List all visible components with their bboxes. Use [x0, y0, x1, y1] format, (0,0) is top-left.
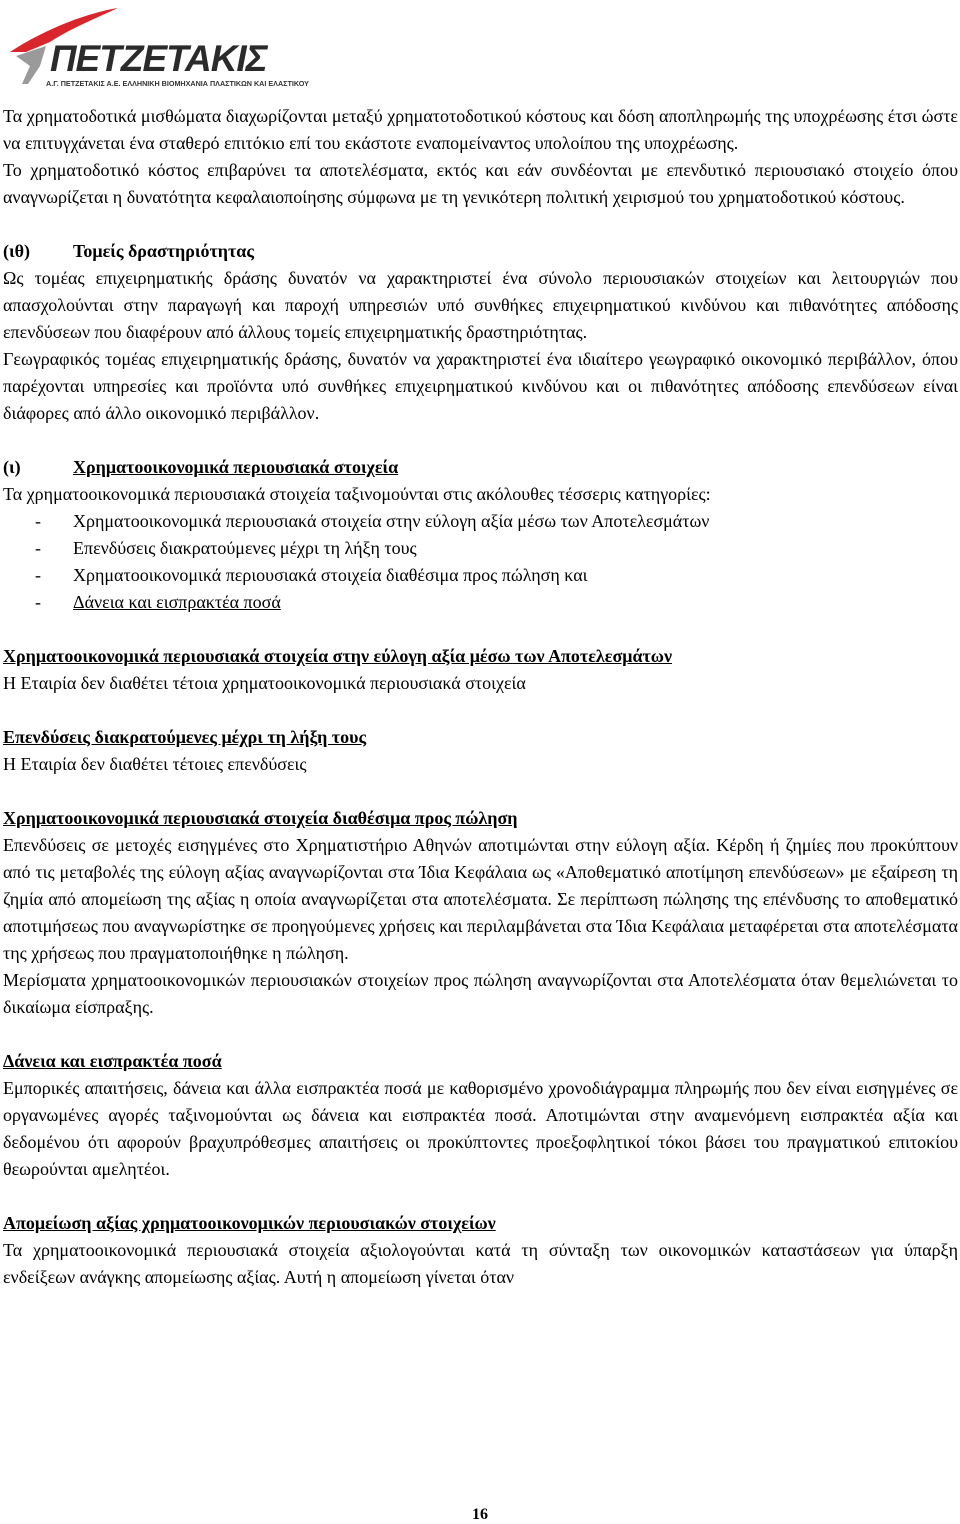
- section-title: Τομείς δραστηριότητας: [73, 241, 254, 261]
- paragraph-loans-receivables: Εμπορικές απαιτήσεις, δάνεια και άλλα εισπρακτέα ποσά με καθορισμένο χρονοδιάγραμμα πληρωμής που δεν είναι εισηγμένες σε οργανωμένες αγορές ταξινομούνται ως δάνεια και εισπρακτέα ποσά. Αποτιμώνται στην αναμενόμενη εισπρακτέα αξία και δεδομένου ότι αφορούν βραχυπρόθεσμες απαιτήσεις οι προκύπτοντες προεξοφλητικοί τόκοι βάσει του πραγματικού επιτοκίου θεωρούνται αμελητέοι.: [3, 1078, 958, 1179]
- categories-list: [3, 508, 958, 616]
- paragraph-financing-cost: Το χρηματοδοτικό κόστος επιβαρύνει τα αποτελέσματα, εκτός και εάν συνδέονται με επενδυτικό περιουσιακό στοιχείο όπου αναγνωρίζεται η δυνατότητα κεφαλαιοποίησης σύμφωνα με τη γενικότερη πολιτική χειρισμού του χρηματοδοτικού κόστους.: [3, 160, 958, 207]
- paragraph-impairment: Τα χρηματοοικονομικά περιουσιακά στοιχεία αξιολογούνται κατά τη σύνταξη των οικονομικών καταστάσεων για ύπαρξη ενδείξεων ανάγκης απομείωσης αξίας. Αυτή η απομείωση γίνεται όταν: [3, 1240, 958, 1287]
- paragraph-business-segment: Ως τομέας επιχειρηματικής δράσης δυνατόν να χαρακτηριστεί ένα σύνολο περιουσιακών στοιχείων και λειτουργιών που απασχολούνται στην παραγωγή και παροχή υπηρεσιών υπό συνθήκες επιχειρηματικού κινδύνου και πιθανότητες απόδοσης επενδύσεων που διαφέρουν από άλλους τομείς επιχειρηματικής δραστηριότητας.: [3, 268, 958, 342]
- paragraph-categories-intro: Τα χρηματοοικονομικά περιουσιακά στοιχεία ταξινομούνται στις ακόλουθες τέσσερις κατηγορίες:: [3, 484, 711, 504]
- document-body: [3, 103, 958, 1291]
- paragraph-fvtpl: Η Εταιρία δεν διαθέτει τέτοια χρηματοοικονομικά περιουσιακά στοιχεία: [3, 673, 526, 693]
- company-logo: [6, 6, 309, 90]
- page-number: 16: [472, 1506, 488, 1523]
- section-number: (ι): [3, 457, 21, 477]
- subheading-loans-receivables: Δάνεια και εισπρακτέα ποσά: [3, 1051, 222, 1071]
- logo-subtitle: Α.Γ. ΠΕΤΖΕΤΑΚΙΣ Α.Ε. ΕΛΛΗΝΙΚΗ ΒΙΟΜΗΧΑΝΙΑ ΠΛΑΣΤΙΚΩΝ ΚΑΙ ΕΛΑΣΤΙΚΟΥ: [46, 79, 309, 88]
- dash-marker: -: [35, 511, 41, 531]
- subheading-held-to-maturity: Επενδύσεις διακρατούμενες μέχρι τη λήξη τους: [3, 727, 367, 747]
- section-heading-financial-assets: [3, 454, 958, 481]
- list-item: - Επενδύσεις διακρατούμενες μέχρι τη λήξη τους: [3, 535, 958, 562]
- logo-name: ΠΕΤΖΕΤΑΚΙΣ: [50, 38, 267, 79]
- paragraph-available-for-sale: Επενδύσεις σε μετοχές εισηγμένες στο Χρηματιστήριο Αθηνών αποτιμώνται στην εύλογη αξία. Κέρδη ή ζημίες που προκύπτουν από τις μεταβολές της εύλογη αξίας αναγνωρίζονται στα Ίδια Κεφάλαια ως «Αποθεματικό αποτίμηση επενδύσεων» με εξαίρεση τη ζημία από απομείωση της αξίας η οποία αναγνωρίζεται στα αποτελέσματα. Σε περίπτωση πώλησης της επένδυσης το αποθεματικό αποτιμήσεως που αναγνωρίστηκε σε προηγούμενες χρήσεις και περιλαμβάνεται στα Ίδια Κεφάλαια μεταφέρεται στα αποτελέσματα της χρήσεως που πραγματοποιήθηκε η πώληση.: [3, 835, 958, 963]
- list-item: - Χρηματοοικονομικά περιουσιακά στοιχεία διαθέσιμα προς πώληση και: [3, 562, 958, 589]
- subheading-fvtpl: Χρηματοοικονομικά περιουσιακά στοιχεία στην εύλογη αξία μέσω των Αποτελεσμάτων: [3, 646, 672, 666]
- paragraph-geographic-segment: Γεωγραφικός τομέας επιχειρηματικής δράσης, δυνατόν να χαρακτηριστεί ένα ιδιαίτερο γεωγραφικό οικονομικό περιβάλλον, όπου παρέχονται υπηρεσίες και προϊόντα υπό συνθήκες επιχειρηματικού κινδύνου και οι πιθανότητες απόδοσης επενδύσεων είναι διάφορες από άλλο οικονομικό περιβάλλον.: [3, 349, 958, 423]
- paragraph-leasing: Τα χρηματοδοτικά μισθώματα διαχωρίζονται μεταξύ χρηματοτοδοτικού κόστους και δόση αποπληρωμής της υποχρέωσης έτσι ώστε να επιτυγχάνεται ένα σταθερό επιτόκιο επί του εκάστοτε εναπομείναντος υπολοίπου της υποχρέωσης.: [3, 106, 958, 153]
- section-number: (ιθ): [3, 241, 30, 261]
- subheading-available-for-sale: Χρηματοοικονομικά περιουσιακά στοιχεία διαθέσιμα προς πώληση: [3, 808, 518, 828]
- list-item: - Χρηματοοικονομικά περιουσιακά στοιχεία στην εύλογη αξία μέσω των Αποτελεσμάτων: [3, 508, 958, 535]
- dash-marker: -: [35, 565, 41, 585]
- paragraph-dividends: Μερίσματα χρηματοοικονομικών περιουσιακών στοιχείων προς πώληση αναγνωρίζονται στα Αποτελέσματα όταν θεμελιώνεται το δικαίωμα είσπραξης.: [3, 970, 958, 1017]
- subheading-impairment: Απομείωση αξίας χρηματοοικονομικών περιουσιακών στοιχείων: [3, 1213, 496, 1233]
- dash-marker: -: [35, 538, 41, 558]
- section-heading-segments: [3, 238, 958, 265]
- list-item: - Δάνεια και εισπρακτέα ποσά: [3, 589, 958, 616]
- paragraph-held-to-maturity: Η Εταιρία δεν διαθέτει τέτοιες επενδύσεις: [3, 754, 307, 774]
- section-title: Χρηματοοικονομικά περιουσιακά στοιχεία: [73, 457, 399, 477]
- dash-marker: -: [35, 592, 41, 612]
